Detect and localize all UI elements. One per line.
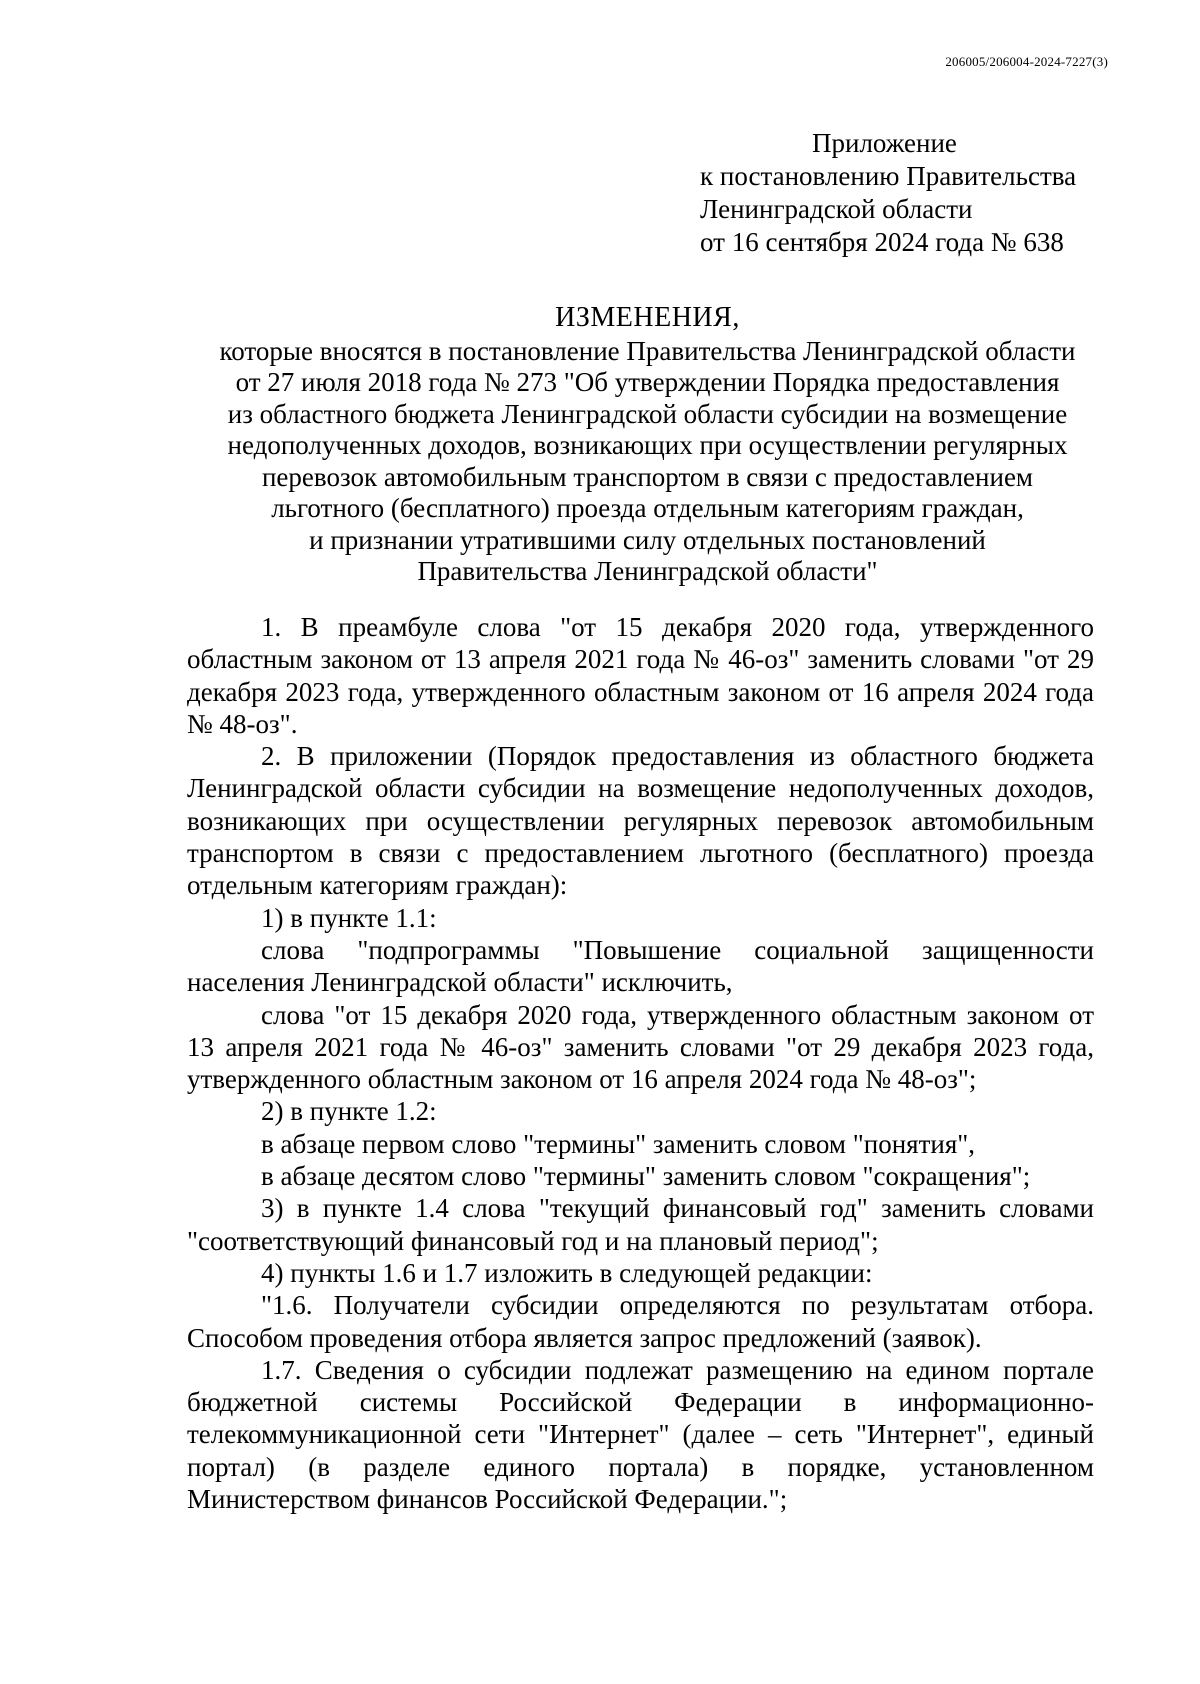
document-id: 206005/206004-2024-7227(3) [945,54,1108,69]
document-title [150,302,1145,588]
subitem-1-text-b: слова "от 15 декабря 2020 года, утвержденного областным законом от 13 апреля 2021 года № 46-оз" заменить словами "от 29 декабря 2023 года, утвержденного областным законом от 16 апреля 2024 года № 48-оз"; [187,999,1094,1095]
appendix-date: от 16 сентября 2024 года № 638 [700,227,1064,257]
paragraph-1: 1. В преамбуле слова "от 15 декабря 2020 года, утвержденного областным законом от 13 апреля 2021 года № 46-оз" заменить словами "от 29 декабря 2023 года, утвержденного областным законом от 16 апреля 2024 года № 48-оз". [187,612,1094,739]
title-heading: ИЗМЕНЕНИЯ, [555,302,740,333]
title-line: от 27 июля 2018 года № 273 "Об утверждении Порядка предоставления [235,367,1060,397]
title-line: перевозок автомобильным транспортом в связи с предоставлением [261,461,1034,492]
title-line: недополученных доходов, возникающих при осуществлении регулярных [227,430,1068,460]
title-line: и признании утратившими силу отдельных постановлений [309,524,986,555]
document-body [187,611,1094,1515]
subitem-1-text-a: слова "подпрограммы "Повышение социальной защищенности населения Ленинградской области" исключить, [187,934,1094,998]
appendix-region: Ленинградской области [700,194,973,224]
subitem-1-header: 1) в пункте 1.1: [261,902,437,933]
clause-1-7: 1.7. Сведения о субсидии подлежат размещению на едином портале бюджетной системы Российской Федерации в информационно-телекоммуникационной сети "Интернет" (далее – сеть "Интернет", единый портал) (в разделе единого портала) в порядке, установленном Министерством финансов Российской Федерации."; [187,1354,1094,1515]
title-line: из областного бюджета Ленинградской области субсидии на возмещение [227,398,1068,429]
title-line: Правительства Ленинградской области" [417,556,878,586]
subitem-2-header: 2) в пункте 1.2: [261,1096,437,1127]
title-line: льготного (бесплатного) проезда отдельным категориям граждан, [271,493,1024,523]
subitem-3: 3) в пункте 1.4 слова "текущий финансовый год" заменить словами "соответствующий финансовый год и на плановый период"; [187,1193,1094,1256]
appendix-label: Приложение [812,128,957,158]
appendix-resolution: к постановлению Правительства [700,161,1077,191]
paragraph-2: 2. В приложении (Порядок предоставления из областного бюджета Ленинградской области субсидии на возмещение недополученных доходов, возникающих при осуществлении регулярных перевозок автомобильным транспортом в связи с предоставлением льготного (бесплатного) проезда отдельным категориям граждан): [187,741,1094,901]
subitem-2-text-a: в абзаце первом слово "термины" заменить словом "понятия", [261,1128,976,1159]
title-line: которые вносятся в постановление Правительства Ленинградской области [219,335,1076,366]
subitem-2-text-b: в абзаце десятом слово "термины" заменить словом "сокращения"; [261,1161,1031,1192]
appendix-header [700,127,1140,259]
clause-1-6: "1.6. Получатели субсидии определяются по результатам отбора. Способом проведения отбора является запрос предложений (заявок). [187,1290,1094,1353]
subitem-4-header: 4) пункты 1.6 и 1.7 изложить в следующей редакции: [261,1257,873,1288]
